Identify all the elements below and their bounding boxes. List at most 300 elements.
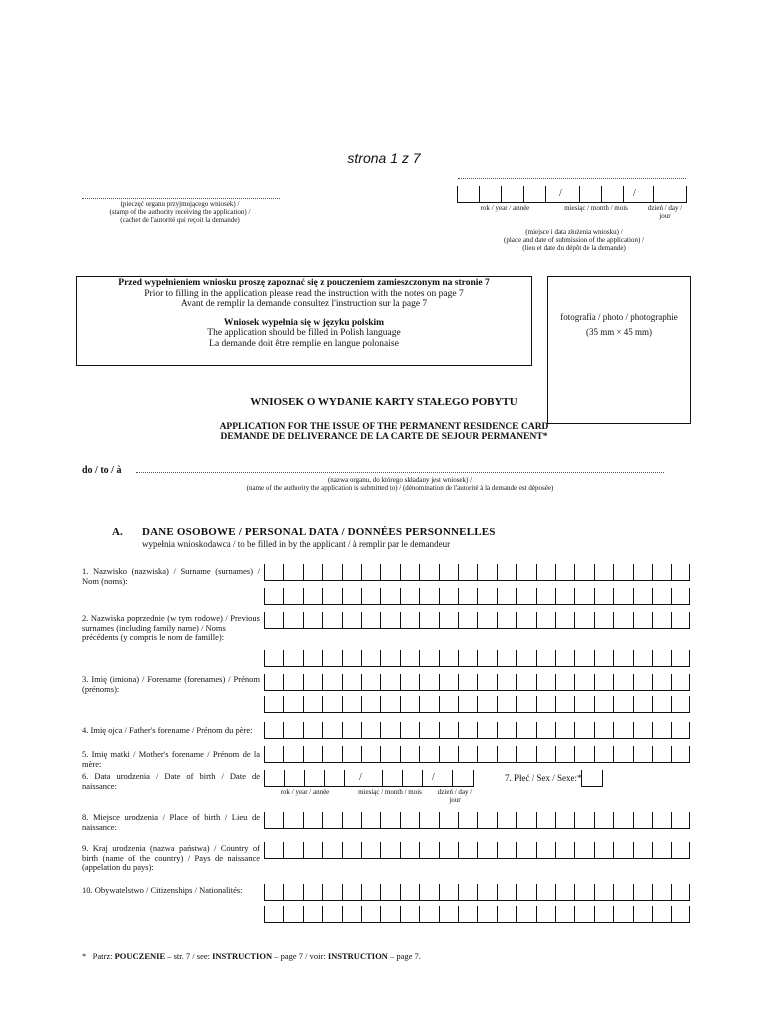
cell-divider <box>536 588 537 604</box>
cell-divider <box>400 746 401 762</box>
cell-divider <box>342 696 343 712</box>
cell-divider <box>419 906 420 922</box>
cell-divider <box>671 564 672 580</box>
notice-pl-1: Przed wypełnieniem wniosku proszę zapoznać się z pouczeniem zamieszczonym na stronie 7 <box>118 278 490 288</box>
dob-day-label-line2: jour <box>449 796 461 804</box>
cell-divider <box>380 884 381 900</box>
cell-divider <box>400 650 401 666</box>
cell-divider <box>516 884 517 900</box>
cell-divider <box>477 812 478 828</box>
cell-divider <box>536 812 537 828</box>
cell-divider <box>555 612 556 628</box>
citizenships-cells-row1[interactable] <box>264 884 690 901</box>
cell-divider <box>303 746 304 762</box>
cell-divider <box>439 612 440 628</box>
cell-divider <box>439 722 440 738</box>
cell-divider <box>303 696 304 712</box>
cell-divider <box>400 906 401 922</box>
cell-divider <box>303 564 304 580</box>
surname-cells-row2[interactable] <box>264 588 690 605</box>
date-month-label: miesiąc / month / mois <box>564 204 628 212</box>
footnote-bold-1: POUCZENIE <box>114 951 166 961</box>
cell-divider <box>380 612 381 628</box>
cell-divider <box>594 588 595 604</box>
addressee-hint-line2: (name of the authority the application is submitted to) / (dénomination de l'autorité à la demande est déposée) <box>246 484 554 492</box>
cell-divider <box>458 650 459 666</box>
cell-divider <box>419 612 420 628</box>
cell-divider <box>439 842 440 858</box>
cell-divider <box>689 588 690 604</box>
cell-divider <box>574 884 575 900</box>
cell-divider <box>439 812 440 828</box>
cell-divider <box>458 812 459 828</box>
cell-divider <box>419 696 420 712</box>
cell-divider <box>439 650 440 666</box>
footnote <box>82 951 421 961</box>
cell-divider <box>477 842 478 858</box>
cell-divider <box>671 812 672 828</box>
place-of-birth-cells[interactable] <box>264 812 690 829</box>
cell-divider <box>689 696 690 712</box>
cell-divider <box>342 906 343 922</box>
cell-divider <box>322 884 323 900</box>
cell-divider <box>458 906 459 922</box>
father-forename-cells[interactable] <box>264 722 690 739</box>
cell-divider <box>574 612 575 628</box>
cell-divider <box>652 696 653 712</box>
cell-divider <box>361 906 362 922</box>
cell-divider <box>264 650 265 666</box>
cell-divider <box>283 722 284 738</box>
cell-divider <box>283 674 284 690</box>
citizenships-cells-row2[interactable] <box>264 906 690 923</box>
cell-divider <box>439 588 440 604</box>
cell-divider <box>613 564 614 580</box>
cell-divider <box>594 884 595 900</box>
cell-divider <box>594 746 595 762</box>
cell-divider <box>516 906 517 922</box>
forename-cells-row2[interactable] <box>264 696 690 713</box>
cell-divider <box>689 722 690 738</box>
cell-divider <box>419 588 420 604</box>
cell-divider <box>477 564 478 580</box>
cell-divider <box>342 650 343 666</box>
cell-divider <box>303 612 304 628</box>
cell-divider <box>283 564 284 580</box>
cell-divider <box>652 884 653 900</box>
cell-divider <box>594 906 595 922</box>
cell-divider <box>516 674 517 690</box>
cell-divider <box>264 722 265 738</box>
cell-divider <box>689 612 690 628</box>
cell-divider <box>652 906 653 922</box>
photo-label: fotografia / photo / photographie <box>560 312 678 322</box>
cell-divider <box>322 674 323 690</box>
cell-divider <box>652 588 653 604</box>
addressee-input-line[interactable] <box>136 471 664 473</box>
cell-divider <box>322 842 323 858</box>
cell-divider <box>477 588 478 604</box>
cell-divider <box>516 650 517 666</box>
cell-divider <box>439 884 440 900</box>
cell-divider <box>689 564 690 580</box>
cell-divider <box>264 906 265 922</box>
cell-divider <box>633 612 634 628</box>
field-mother-forename-label: 5. Imię matki / Mother's forename / Prénom de la mère: <box>82 749 260 769</box>
previous-surnames-cells-row2[interactable] <box>264 650 690 667</box>
place-date-caption <box>460 228 688 252</box>
cell-divider <box>361 884 362 900</box>
cell-divider <box>303 674 304 690</box>
previous-surnames-cells-row1[interactable] <box>264 612 690 629</box>
cell-divider <box>516 696 517 712</box>
cell-divider <box>613 842 614 858</box>
field-previous-surnames-label <box>82 614 260 643</box>
cell-divider <box>671 884 672 900</box>
cell-divider <box>419 564 420 580</box>
cell-divider <box>613 650 614 666</box>
cell-divider <box>497 746 498 762</box>
cell-divider <box>536 722 537 738</box>
cell-divider <box>400 564 401 580</box>
date-slash: / <box>559 188 562 199</box>
date-day-label-line2: jour <box>659 212 671 220</box>
cell-divider <box>439 564 440 580</box>
section-letter: A. <box>112 526 123 538</box>
cell-divider <box>497 722 498 738</box>
addressee-label: do / to / à <box>82 465 122 476</box>
cell-divider <box>477 906 478 922</box>
cell-divider <box>633 906 634 922</box>
cell-divider <box>536 612 537 628</box>
place-date-caption-line1: (miejsce i data złożenia wniosku) / <box>525 228 623 236</box>
cell-divider <box>613 722 614 738</box>
cell-divider <box>477 746 478 762</box>
cell-divider <box>516 612 517 628</box>
cell-divider <box>322 812 323 828</box>
cell-divider <box>574 674 575 690</box>
cell-divider <box>283 696 284 712</box>
footnote-text-2: – str. 7 / see: <box>165 951 213 961</box>
cell-divider <box>303 906 304 922</box>
stamp-caption-line3: (cachet de l'autorité qui reçoit la demande) <box>120 216 240 224</box>
cell-divider <box>652 650 653 666</box>
cell-divider <box>264 696 265 712</box>
cell-divider <box>322 588 323 604</box>
cell-divider <box>477 612 478 628</box>
cell-divider <box>342 564 343 580</box>
field-surname-label: 1. Nazwisko (nazwiska) / Surname (surnames) / Nom (noms): <box>82 566 260 586</box>
cell-divider <box>322 564 323 580</box>
cell-divider <box>322 612 323 628</box>
field-sex-label: 7. Płeć / Sex / Sexe:* <box>505 773 582 783</box>
section-subtitle: wypełnia wnioskodawca / to be filled in by the applicant / à remplir par le demandeur <box>142 539 451 549</box>
cell-divider <box>361 588 362 604</box>
cell-divider <box>477 650 478 666</box>
cell-divider <box>555 588 556 604</box>
dob-year-label: rok / year / année <box>280 788 330 796</box>
cell-divider <box>516 588 517 604</box>
cell-divider <box>689 884 690 900</box>
date-of-birth-cells[interactable] <box>264 770 474 787</box>
cell-divider <box>361 564 362 580</box>
cell-divider <box>380 674 381 690</box>
cell-divider <box>458 842 459 858</box>
cell-divider <box>671 588 672 604</box>
notice-en-1: Prior to filling in the application please read the instruction with the notes on page 7 <box>144 288 464 299</box>
footnote-star: * <box>82 951 87 961</box>
cell-divider <box>458 612 459 628</box>
place-date-caption-line3: (lieu et date du dépôt de la demande) <box>522 244 626 252</box>
cell-divider <box>458 722 459 738</box>
cell-divider <box>633 842 634 858</box>
cell-divider <box>536 842 537 858</box>
cell-divider <box>574 812 575 828</box>
field-date-of-birth-label: 6. Data urodzenia / Date of birth / Date de naissance: <box>82 771 260 791</box>
notice-fr-1: Avant de remplir la demande consultez l'instruction sur la page 7 <box>180 299 428 309</box>
cell-divider <box>536 696 537 712</box>
cell-divider <box>633 674 634 690</box>
cell-divider <box>342 842 343 858</box>
cell-divider <box>361 842 362 858</box>
footnote-text-4: – page 7. <box>387 951 421 961</box>
cell-divider <box>342 884 343 900</box>
sex-cell[interactable] <box>581 770 603 787</box>
cell-divider <box>400 842 401 858</box>
cell-divider <box>400 722 401 738</box>
cell-divider <box>380 650 381 666</box>
cell-divider <box>689 906 690 922</box>
cell-divider <box>283 906 284 922</box>
cell-divider <box>477 674 478 690</box>
form-title-en-fr <box>0 422 768 442</box>
cell-divider <box>342 588 343 604</box>
field-place-of-birth-label: 8. Miejsce urodzenia / Place of birth / Lieu de naissance: <box>82 812 260 832</box>
place-line <box>458 177 686 179</box>
cell-divider <box>594 674 595 690</box>
cell-divider <box>303 842 304 858</box>
cell-divider <box>613 674 614 690</box>
cell-divider <box>633 696 634 712</box>
cell-divider <box>516 564 517 580</box>
cell-divider <box>497 564 498 580</box>
cell-divider <box>594 650 595 666</box>
cell-divider <box>361 612 362 628</box>
cell-divider <box>497 906 498 922</box>
cell-divider <box>555 812 556 828</box>
cell-divider <box>574 696 575 712</box>
cell-divider <box>652 722 653 738</box>
cell-divider <box>613 812 614 828</box>
cell-divider <box>497 884 498 900</box>
cell-divider <box>555 884 556 900</box>
cell-divider <box>689 650 690 666</box>
cell-divider <box>419 842 420 858</box>
cell-divider <box>419 650 420 666</box>
cell-divider <box>400 812 401 828</box>
dob-day-label <box>430 788 480 804</box>
cell-divider <box>264 842 265 858</box>
cell-divider <box>458 696 459 712</box>
cell-divider <box>689 842 690 858</box>
cell-divider <box>439 696 440 712</box>
cell-divider <box>303 812 304 828</box>
addressee-hint-line1: (nazwa organu, do którego składany jest wniosek) / <box>327 476 473 484</box>
cell-divider <box>689 674 690 690</box>
cell-divider <box>594 696 595 712</box>
cell-divider <box>458 746 459 762</box>
cell-divider <box>671 674 672 690</box>
cell-divider <box>380 842 381 858</box>
footnote-bold-2: INSTRUCTION <box>212 951 273 961</box>
cell-divider <box>283 812 284 828</box>
cell-divider <box>594 612 595 628</box>
cell-divider <box>516 722 517 738</box>
cell-divider <box>613 746 614 762</box>
cell-divider <box>652 674 653 690</box>
cell-divider <box>458 564 459 580</box>
forename-cells-row1[interactable] <box>264 674 690 691</box>
cell-divider <box>477 722 478 738</box>
cell-divider <box>574 650 575 666</box>
cell-divider <box>633 722 634 738</box>
cell-divider <box>555 906 556 922</box>
cell-divider <box>671 842 672 858</box>
cell-divider <box>594 812 595 828</box>
cell-divider <box>497 812 498 828</box>
cell-divider <box>633 588 634 604</box>
cell-divider <box>516 746 517 762</box>
cell-divider <box>419 884 420 900</box>
cell-divider <box>380 906 381 922</box>
cell-divider <box>536 674 537 690</box>
cell-divider <box>303 884 304 900</box>
cell-divider <box>613 588 614 604</box>
cell-divider <box>652 812 653 828</box>
cell-divider <box>497 674 498 690</box>
cell-divider <box>439 674 440 690</box>
cell-divider <box>264 884 265 900</box>
cell-divider <box>613 612 614 628</box>
cell-divider <box>671 696 672 712</box>
surname-cells-row1[interactable] <box>264 564 690 581</box>
cell-divider <box>633 746 634 762</box>
mother-forename-cells[interactable] <box>264 746 690 763</box>
cell-divider <box>516 842 517 858</box>
cell-divider <box>264 564 265 580</box>
cell-divider <box>477 884 478 900</box>
cell-divider <box>613 906 614 922</box>
cell-divider <box>419 674 420 690</box>
notice-fr-2: La demande doit être remplie en langue polonaise <box>209 338 399 349</box>
stamp-caption-line2: (stamp of the authority receiving the application) / <box>109 208 251 216</box>
cell-divider <box>497 842 498 858</box>
cell-divider <box>555 746 556 762</box>
cell-divider <box>477 696 478 712</box>
cell-divider <box>689 746 690 762</box>
previous-surnames-label-line2: précédents (y compris le nom de famille): <box>82 632 225 642</box>
footnote-text-3: – page 7 / voir: <box>272 951 328 961</box>
cell-divider <box>574 588 575 604</box>
stamp-line <box>82 197 280 199</box>
cell-divider <box>536 906 537 922</box>
date-day-label-line1: dzień / day / <box>647 204 683 212</box>
cell-divider <box>536 650 537 666</box>
country-of-birth-cells[interactable] <box>264 842 690 859</box>
cell-divider <box>400 588 401 604</box>
cell-divider <box>361 696 362 712</box>
cell-divider <box>458 588 459 604</box>
cell-divider <box>264 812 265 828</box>
cell-divider <box>594 842 595 858</box>
field-citizenships-label: 10. Obywatelstwo / Citizenships / Nationalités: <box>82 885 243 895</box>
cell-divider <box>380 696 381 712</box>
photo-size: (35 mm × 45 mm) <box>585 327 653 337</box>
cell-divider <box>342 746 343 762</box>
cell-divider <box>652 612 653 628</box>
cell-divider <box>419 812 420 828</box>
cell-divider <box>536 746 537 762</box>
cell-divider <box>283 842 284 858</box>
footnote-text-1: Patrz: <box>92 951 115 961</box>
notice-en-2: The application should be filled in Polish language <box>207 328 401 338</box>
stamp-caption-line1: (pieczęć organu przyjmującego wniosek) / <box>120 200 240 208</box>
cell-divider <box>419 722 420 738</box>
cell-divider <box>380 812 381 828</box>
cell-divider <box>361 812 362 828</box>
cell-divider <box>361 746 362 762</box>
stamp-caption <box>70 200 290 224</box>
cell-divider <box>574 564 575 580</box>
form-title-pl: WNIOSEK O WYDANIE KARTY STAŁEGO POBYTU <box>250 396 518 408</box>
cell-divider <box>458 674 459 690</box>
cell-divider <box>400 884 401 900</box>
cell-divider <box>497 612 498 628</box>
cell-divider <box>303 650 304 666</box>
cell-divider <box>400 612 401 628</box>
field-father-forename-label: 4. Imię ojca / Father's forename / Prénom du père: <box>82 725 253 735</box>
cell-divider <box>633 564 634 580</box>
cell-divider <box>689 812 690 828</box>
cell-divider <box>671 722 672 738</box>
cell-divider <box>497 696 498 712</box>
addressee-hint <box>200 476 600 492</box>
dob-slash: / <box>359 772 362 783</box>
submission-date-cells[interactable] <box>457 186 687 203</box>
cell-divider <box>380 746 381 762</box>
cell-divider <box>342 612 343 628</box>
cell-divider <box>555 564 556 580</box>
cell-divider <box>652 564 653 580</box>
cell-divider <box>264 674 265 690</box>
cell-divider <box>264 612 265 628</box>
cell-divider <box>380 564 381 580</box>
cell-divider <box>342 722 343 738</box>
cell-divider <box>303 588 304 604</box>
section-title: DANE OSOBOWE / PERSONAL DATA / DONNÉES PERSONNELLES <box>142 526 496 538</box>
cell-divider <box>613 884 614 900</box>
cell-divider <box>264 588 265 604</box>
cell-divider <box>303 722 304 738</box>
cell-divider <box>555 696 556 712</box>
date-year-label: rok / year / année <box>480 204 530 212</box>
cell-divider <box>380 722 381 738</box>
cell-divider <box>555 842 556 858</box>
cell-divider <box>322 746 323 762</box>
previous-surnames-label-line1: 2. Nazwiska poprzednie (w tym rodowe) / Previous surnames (including family name) / Noms <box>82 613 260 633</box>
cell-divider <box>536 564 537 580</box>
cell-divider <box>594 722 595 738</box>
